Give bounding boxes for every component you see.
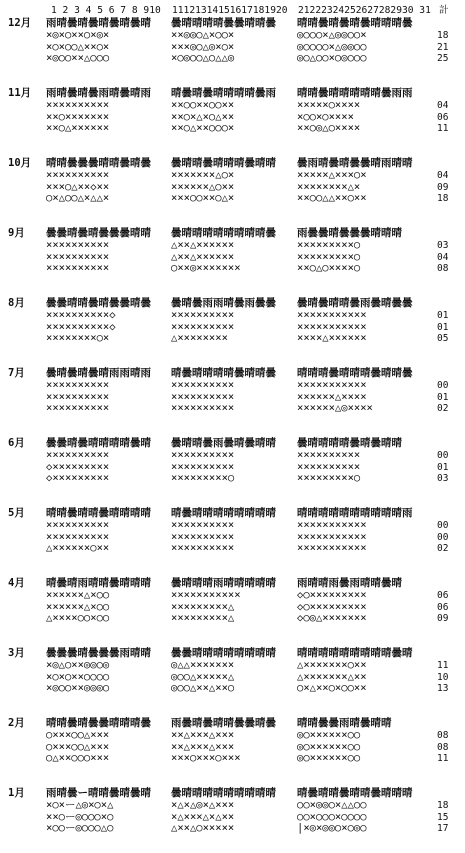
mark-row: ×××××××××△ [171, 612, 235, 625]
mark-row: ×××××××××× [46, 390, 110, 403]
mark-row: ×××××××××× [297, 449, 361, 462]
mark-row: ×◎×○××○×◎× [46, 29, 110, 42]
mark-row: ◎○△○○×○◎○○○ [297, 52, 367, 65]
mark-row: ×××××××××× [171, 320, 235, 333]
month-label: 1月 [8, 787, 25, 799]
weather-row: 曇晴晴晴雨晴晴晴晴晴 [171, 577, 276, 589]
weather-row: 曇曇曇晴曇曇曇雨晴晴 [46, 647, 151, 659]
weather-row: 曇曇晴曇晴曇曇曇晴晴 [46, 227, 151, 239]
header-days-11-20: 11121314151617181920 [172, 5, 288, 16]
row-total: 01 [437, 391, 449, 403]
row-total: 04 [437, 100, 449, 112]
mark-row: ×××××××××× [46, 530, 110, 543]
weather-row: 雨曇晴曇晴晴曇曇晴曇 [171, 717, 276, 729]
mark-row: ×××××××××× [46, 250, 110, 263]
month-label: 12月 [8, 17, 32, 29]
mark-row: ××○○△△××○×× [297, 192, 367, 205]
row-total: 08 [437, 730, 449, 742]
mark-row: ◇○××××××××× [297, 589, 367, 602]
weather-row: 曇曇晴曇晴晴晴晴曇晴 [46, 437, 151, 449]
row-total: 11 [437, 753, 449, 765]
mark-row: ××△×××△××× [171, 729, 235, 742]
row-total: 02 [437, 403, 449, 415]
mark-row: △×××××××○×× [297, 659, 367, 672]
weather-row: 曇晴晴晴晴晴晴晴晴曇 [171, 227, 276, 239]
weather-row: 曇曇晴晴曇晴曇曇晴曇 [46, 297, 151, 309]
mark-row: ×××××××××× [171, 309, 235, 322]
mark-row: ×◎○○××△○○○ [46, 52, 110, 65]
row-total: 04 [437, 170, 449, 182]
mark-row: ××××××××××× [297, 519, 367, 532]
month-label: 9月 [8, 227, 25, 239]
mark-row: ××△×××△××× [171, 740, 235, 753]
month-label: 6月 [8, 437, 25, 449]
mark-row: △××△○××××× [171, 822, 235, 835]
mark-row: ××○○××○○×× [171, 99, 235, 112]
weather-row: 曇晴晴曇晴晴晴曇晴晴 [171, 157, 276, 169]
row-total: 11 [437, 660, 449, 672]
mark-row: ×◎△○××◎◎○◎ [46, 659, 110, 672]
weather-row: 晴曇晴晴曇晴晴曇晴晴晴 [297, 787, 413, 799]
mark-row: ×××○×××○××× [171, 752, 241, 765]
row-total: 17 [437, 823, 449, 835]
mark-row: ××××××××××× [171, 589, 241, 602]
mark-row: ××○◎△○×××× [297, 122, 361, 135]
weather-row: 晴晴曇曇曇晴晴曇晴曇 [46, 157, 151, 169]
weather-row: 晴晴曇晴晴曇晴晴晴晴 [46, 507, 151, 519]
mark-row: ××○ー◎○○○×○ [46, 810, 114, 823]
mark-row: ○○×◎◎○×△△○○ [297, 799, 367, 812]
mark-row: ×××××××××○ [297, 250, 361, 263]
row-total: 00 [437, 531, 449, 543]
mark-row: ××××××△×××× [297, 390, 367, 403]
mark-row: ×◎○○××◎◎◎○ [46, 682, 110, 695]
mark-row: ××○△××○○○× [171, 122, 235, 135]
month-label: 8月 [8, 297, 25, 309]
mark-row: ××○△×××××× [46, 122, 110, 135]
mark-row: ××××××××××× [297, 542, 367, 555]
mark-row: ×××××△×××○× [297, 169, 367, 182]
mark-row: ◎○××××××○○ [297, 729, 361, 742]
mark-row: ××××××××××× [297, 320, 367, 333]
weather-row: 曇雨晴曇晴曇曇晴雨晴晴 [297, 157, 413, 169]
month-label: 3月 [8, 647, 25, 659]
weather-row: 晴晴晴曇晴晴晴曇晴晴曇 [297, 367, 413, 379]
weather-row: 晴晴晴晴晴晴晴晴晴晴雨 [297, 507, 413, 519]
mark-row: ×××××××××× [171, 460, 235, 473]
weather-row: 曇晴曇晴晴曇雨曇晴曇曇 [297, 297, 413, 309]
row-total: 00 [437, 380, 449, 392]
row-total: 02 [437, 543, 449, 555]
mark-row: ×××××××××× [171, 542, 235, 555]
row-total: 10 [437, 671, 449, 683]
mark-row: ×××××××××× [46, 379, 110, 392]
mark-row: ×××××××××△ [171, 600, 235, 613]
mark-row: ○×△○○△×△△× [46, 192, 110, 205]
row-total: 18 [437, 193, 449, 205]
weather-row: 晴曇晴晴晴晴晴晴晴晴 [171, 507, 276, 519]
month-label: 2月 [8, 717, 25, 729]
month-label: 5月 [8, 507, 25, 519]
mark-row: ×××◎○△◎×○× [171, 40, 235, 53]
row-total: 00 [437, 450, 449, 462]
mark-row: ×××××××××× [46, 239, 110, 252]
mark-row: ××××××××××× [297, 309, 367, 322]
mark-row: ××××××××○× [46, 332, 110, 345]
row-total: 25 [437, 53, 449, 65]
mark-row: ×××××××××× [297, 460, 361, 473]
mark-row: ××××××××××× [297, 379, 367, 392]
mark-row: ×○×○××○○○○ [46, 670, 110, 683]
mark-row: ××××××××××◇ [46, 309, 116, 322]
mark-row: ××××××△○×× [171, 180, 235, 193]
mark-row: ×○×○○△××○× [46, 40, 110, 53]
weather-row: 曇晴曇晴曇晴雨雨晴雨 [46, 367, 151, 379]
mark-row: △××××○○×○○ [46, 612, 110, 625]
mark-row: ×××××××××× [46, 402, 110, 415]
row-total: 13 [437, 683, 449, 695]
row-total: 06 [437, 601, 449, 613]
row-total: 06 [437, 111, 449, 123]
row-total: 06 [437, 590, 449, 602]
month-label: 7月 [8, 367, 25, 379]
header-total-label: 計 [439, 5, 449, 16]
mark-row: △××△×××××× [171, 250, 235, 263]
row-total: 09 [437, 613, 449, 625]
mark-row: ×××××××××× [171, 449, 235, 462]
mark-row: ×△×××△×△×× [171, 810, 235, 823]
row-total: 18 [437, 30, 449, 42]
row-total: 05 [437, 333, 449, 345]
mark-row: ◎○××××××○○ [297, 752, 361, 765]
weather-row: 曇晴晴晴晴曇晴曇晴晴 [297, 437, 402, 449]
mark-row: ××××××××××× [297, 530, 367, 543]
month-label: 4月 [8, 577, 25, 589]
mark-row: △××××××○×× [46, 542, 110, 555]
mark-row: ××××××××△× [297, 180, 361, 193]
mark-row: ×××××××××○ [171, 472, 235, 485]
row-total: 18 [437, 800, 449, 812]
row-total: 21 [437, 41, 449, 53]
mark-row: ×××××××××× [46, 99, 110, 112]
weather-row: 晴曇晴晴晴晴曇晴晴曇 [171, 367, 276, 379]
weather-row: 雨晴晴雨曇雨晴晴曇晴 [297, 577, 402, 589]
mark-row: ×××××××××× [171, 530, 235, 543]
mark-row: ×××××××××× [171, 379, 235, 392]
row-total: 01 [437, 310, 449, 322]
mark-row: ×××××××××× [171, 390, 235, 403]
mark-row: ○△××○○○××× [46, 752, 110, 765]
mark-row: △×××××××△×× [297, 670, 367, 683]
row-total: 01 [437, 461, 449, 473]
mark-row: ◇××××××××× [46, 460, 110, 473]
weather-row: 曇曇晴晴晴晴晴晴晴晴 [171, 647, 276, 659]
mark-row: ×××××××××× [46, 449, 110, 462]
month-label: 11月 [8, 87, 32, 99]
row-total: 03 [437, 473, 449, 485]
mark-row: ×××××××××○ [297, 239, 361, 252]
row-total: 11 [437, 123, 449, 135]
mark-row: ××××××△◎×××× [297, 402, 373, 415]
weather-row: 曇晴晴晴晴曇曇晴晴曇 [171, 17, 276, 29]
mark-row: ○××◎××××××× [171, 262, 241, 275]
mark-row: ××××××××××◇ [46, 320, 116, 333]
mark-row: ×××××××××× [171, 519, 235, 532]
mark-row: ×××××××××○ [297, 472, 361, 485]
mark-row: ×××××××△○× [171, 169, 235, 182]
mark-row: ◇○◎△××××××× [297, 612, 367, 625]
mark-row: ××◎◎○△×○○× [171, 29, 235, 42]
month-label: 10月 [8, 157, 32, 169]
mark-row: ×××××××××× [46, 262, 110, 275]
row-total: 15 [437, 811, 449, 823]
weather-row: 曇晴晴曇雨曇晴曇晴晴 [171, 437, 276, 449]
weather-row: 晴晴晴晴晴晴晴晴晴曇晴 [297, 647, 413, 659]
mark-row: ◎○○○○×△◎◎○○ [297, 40, 367, 53]
mark-row: ×○○ー◎○○○△○ [46, 822, 114, 835]
mark-row: ×××○○××○△× [171, 192, 235, 205]
row-total: 08 [437, 741, 449, 753]
header-days-21-31: 21222324252627282930 31 [298, 5, 431, 16]
mark-row: ××○×△×○△×× [171, 110, 235, 123]
mark-row: ××○△○××××○ [297, 262, 361, 275]
weather-row: 晴晴曇曇雨晴曇晴晴 [297, 717, 392, 729]
row-total: 08 [437, 263, 449, 275]
mark-row: ×××○△××◇×× [46, 180, 110, 193]
mark-row: ×○×ー△◎×○×△ [46, 799, 114, 812]
mark-row: ×××××○×××× [297, 99, 361, 112]
mark-row: ××××△×××××× [297, 332, 367, 345]
weather-row: 雨晴曇ー晴晴曇晴曇晴 [46, 787, 151, 799]
weather-row: 晴晴曇晴曇晴曇晴晴晴曇 [297, 17, 413, 29]
mark-row: ◇××××××××× [46, 472, 110, 485]
weather-row: 晴晴曇晴曇曇晴晴晴曇 [46, 717, 151, 729]
row-total: 03 [437, 240, 449, 252]
mark-row: △×××××××× [171, 332, 228, 345]
row-total: 01 [437, 321, 449, 333]
mark-row: ◎○○○×△◎◎○○× [297, 29, 367, 42]
mark-row: ○○×○○○×○○○○ [297, 810, 367, 823]
weather-row: 雨曇曇晴曇曇曇晴晴晴 [297, 227, 402, 239]
weather-row: 晴曇晴曇晴晴晴晴曇雨 [171, 87, 276, 99]
mark-row: ◎○○△×××××△ [171, 670, 235, 683]
weather-row: 晴晴曇晴晴晴晴晴曇雨雨 [297, 87, 413, 99]
weather-row: 曇晴曇雨雨晴曇雨曇曇 [171, 297, 276, 309]
mark-row: ◇○××××××××× [297, 600, 367, 613]
mark-row: ×○◎○○△○△△◎ [171, 52, 235, 65]
mark-row: ×○○×○×××× [297, 110, 354, 123]
mark-row: ○×××○○△××× [46, 729, 110, 742]
mark-row: ◎△△××××××× [171, 659, 235, 672]
mark-row: ××○××××××× [46, 110, 110, 123]
row-total: 09 [437, 181, 449, 193]
row-total: 04 [437, 251, 449, 263]
weather-row: 雨晴曇晴曇雨晴曇晴雨 [46, 87, 151, 99]
row-total: 00 [437, 520, 449, 532]
weather-row: 曇晴晴晴晴晴晴晴晴晴 [171, 787, 276, 799]
mark-row: ×××××××××× [46, 519, 110, 532]
mark-row: ×××××××××× [46, 169, 110, 182]
mark-row: ××××××△×○○ [46, 589, 110, 602]
mark-row: ×△×△◎×△××× [171, 799, 235, 812]
mark-row: |×◎×◎◎○×○◎○ [297, 822, 367, 835]
mark-row: ○×××○○△××× [46, 740, 110, 753]
mark-row: ◎○××××××○○ [297, 740, 361, 753]
weather-row: 雨晴曇晴曇晴曇晴曇晴 [46, 17, 151, 29]
header-days-1-10: 1 2 3 4 5 6 7 8 910 [51, 5, 161, 16]
mark-row: ×××××××××× [171, 402, 235, 415]
mark-row: △××△×××××× [171, 239, 235, 252]
mark-row: ○×△××○×○○×× [297, 682, 367, 695]
mark-row: ◎○○△××△××○ [171, 682, 235, 695]
weather-row: 晴曇晴雨晴晴曇晴晴晴 [46, 577, 151, 589]
mark-row: ××××××△×○○ [46, 600, 110, 613]
